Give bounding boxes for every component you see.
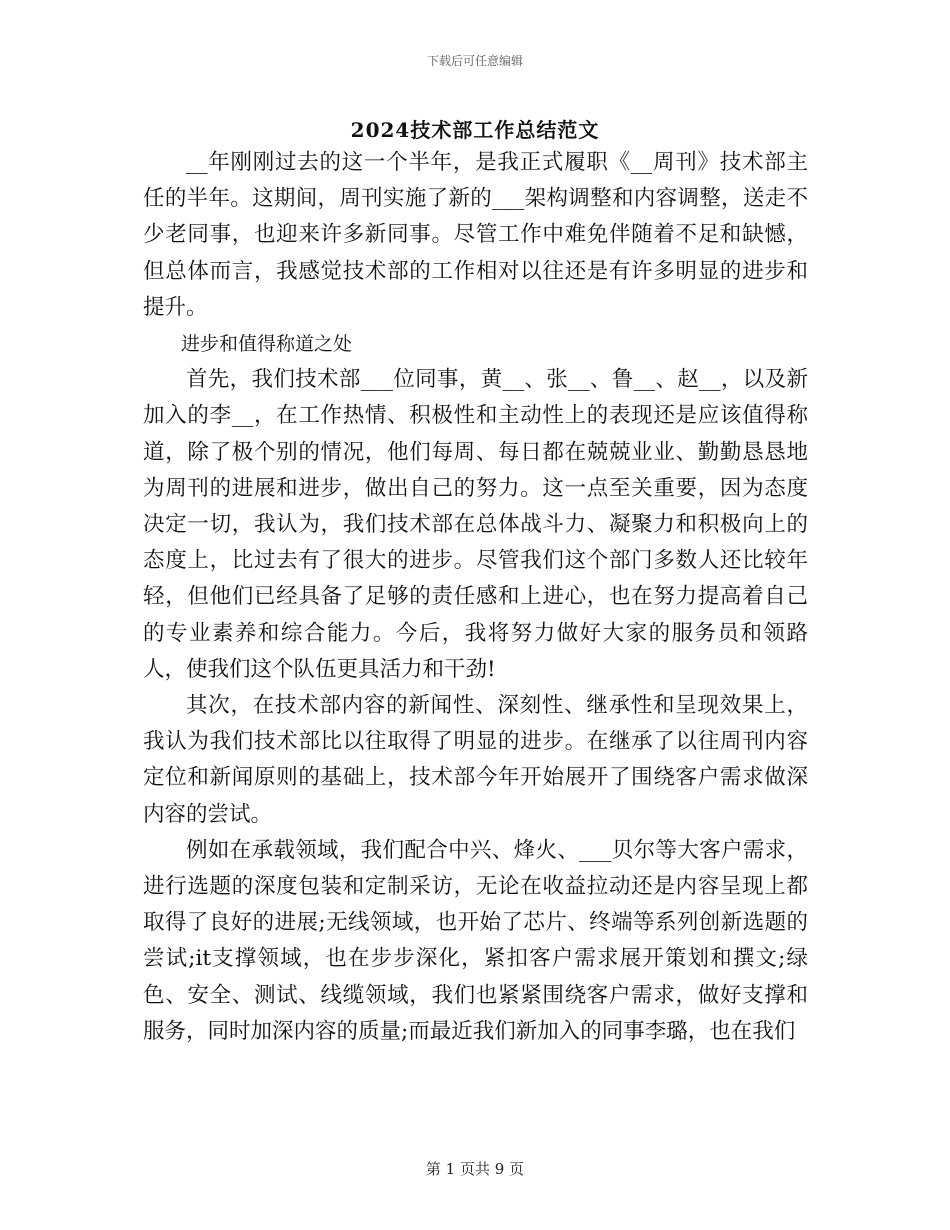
- page-number: 第 1 页共 9 页: [425, 1160, 525, 1178]
- document-title: 2024技术部工作总结范文: [350, 118, 600, 142]
- header-note: 下载后可任意编辑: [426, 54, 523, 68]
- section-heading: 进步和值得称道之处: [181, 333, 353, 356]
- paragraph-intro: __年刚刚过去的这一个半年，是我正式履职《__周刊》技术部主任的半年。这期间，周刊实施了新的___架构调整和内容调整，送走不少老同事，也迎来许多新同事。尽管工作中难免伴随着不足和缺憾，但总体而言，我感觉技术部的工作相对以往还是有许多明显的进步和提升。: [143, 150, 808, 320]
- paragraph-first: 首先，我们技术部___位同事，黄__、张__、鲁__、赵__，以及新加入的李__，在工作热情、积极性和主动性上的表现还是应该值得称道，除了极个别的情况，他们每周、每日都在兢兢业业、勤勤恳恳地为周刊的进展和进步，做出自己的努力。这一点至关重要，因为态度决定一切，我认为，我们技术部在总体战斗力、凝聚力和积极向上的态度上，比过去有了很大的进步。尽管我们这个部门多数人还比较年轻，但他们已经具备了足够的责任感和上进心，也在努力提高着自己的专业素养和综合能力。今后，我将努力做好大家的服务员和领路人，使我们这个队伍更具活力和干劲!: [143, 367, 808, 682]
- paragraph-example: 例如在承载领域，我们配合中兴、烽火、___贝尔等大客户需求，进行选题的深度包装和定制采访，无论在收益拉动还是内容呈现上都取得了良好的进展;无线领域，也开始了芯片、终端等系列创新选题的尝试;it支撑领域，也在步步深化，紧扣客户需求展开策划和撰文;绿色、安全、测试、线缆领域，我们也紧紧围绕客户需求，做好支撑和服务，同时加深内容的质量;而最近我们新加入的同事李璐，也在我们: [143, 837, 808, 1044]
- paragraph-second: 其次，在技术部内容的新闻性、深刻性、继承性和呈现效果上，我认为我们技术部比以往取得了明显的进步。在继承了以往周刊内容定位和新闻原则的基础上，技术部今年开始展开了围绕客户需求做深内容的尝试。: [143, 693, 808, 827]
- document-body: [143, 145, 808, 1050]
